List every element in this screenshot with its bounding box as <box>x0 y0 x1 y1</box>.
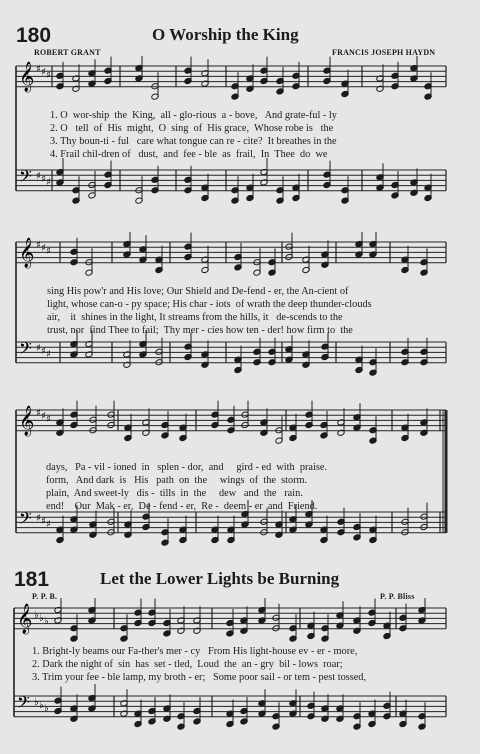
bass-staff <box>16 342 446 363</box>
treble-clef-icon: 𝄞 <box>17 604 33 634</box>
music-credit: P. P. Bliss <box>380 592 415 601</box>
hymn-title: Let the Lower Lights be Burning <box>100 569 340 588</box>
lyric-line: 1. O wor-ship the King, all - glo-rious a - bove, And grate-ful - ly <box>50 110 337 121</box>
lyric-line: light, whose can-o - py space; His char - iots of wrath the deep thunder-clouds <box>47 299 372 310</box>
words-credit: P. P. B. <box>32 592 58 601</box>
key-signature-icon: ♯ <box>41 243 46 254</box>
lyric-line: sing His pow'r and His love; Our Shield and De-fend - er, the An-cient of <box>47 286 349 297</box>
key-signature-icon: ♯ <box>46 519 51 530</box>
key-signature-icon: ♯ <box>36 240 41 251</box>
key-signature-icon: ♭ <box>39 613 44 624</box>
lyric-line: air, it shines in the light, It streams from the hills, it de-scends to the <box>47 312 343 323</box>
lyric-line: form, And dark is His path on the wings of the storm. <box>46 475 308 486</box>
key-signature-icon: ♯ <box>36 408 41 419</box>
lyric-line: 3. Thy boun-ti - ful care what tongue can re - cite? It breathes in the <box>50 136 337 147</box>
key-signature-icon: ♯ <box>36 171 41 182</box>
key-signature-icon: ♯ <box>36 343 41 354</box>
key-signature-icon: ♭ <box>44 703 49 714</box>
lyric-line: plain, And sweet-ly dis - tills in the dew and the rain. <box>46 488 303 499</box>
bass-clef-icon: 𝄢 <box>19 166 32 190</box>
music-credit: FRANCIS JOSEPH HAYDN <box>332 48 436 57</box>
lyric-line: 4. Frail chil-dren of dust, and fee - ble as frail, In Thee do we <box>50 149 328 160</box>
key-signature-icon: ♯ <box>41 516 46 527</box>
treble-clef-icon: 𝄞 <box>19 406 35 436</box>
lyric-line: 1. Bright-ly beams our Fa-ther's mer - cy From His light-house ev - er - more, <box>32 646 358 657</box>
lyric-line: 3. Trim your fee - ble lamp, my broth - er; Some poor sail - or tem - pest tossed, <box>32 672 367 683</box>
words-credit: ROBERT GRANT <box>34 48 101 57</box>
key-signature-icon: ♯ <box>36 513 41 524</box>
key-signature-icon: ♯ <box>41 174 46 185</box>
treble-staff <box>16 242 446 263</box>
key-signature-icon: ♯ <box>41 411 46 422</box>
lyric-line: end! Our Mak - er, De - fend - er, Re - deem - er and Friend. <box>46 501 318 512</box>
treble-clef-icon: 𝄞 <box>19 238 35 268</box>
treble-staff <box>16 66 446 87</box>
lyric-line: days, Pa - vil - ioned in splen - dor, and gird - ed with praise. <box>46 462 327 473</box>
hymn-title: O Worship the King <box>152 25 299 44</box>
hymn-number: 180 <box>16 24 52 47</box>
key-signature-icon: ♯ <box>36 64 41 75</box>
lyric-line: 2. Dark the night of sin has set - tled, Loud the an - gry bil - lows roar; <box>32 659 343 670</box>
key-signature-icon: ♯ <box>46 70 51 81</box>
key-signature-icon: ♯ <box>46 414 51 425</box>
hymn-number: 181 <box>14 568 50 591</box>
key-signature-icon: ♯ <box>46 177 51 188</box>
treble-clef-icon: 𝄞 <box>19 62 35 92</box>
key-signature-icon: ♯ <box>46 349 51 360</box>
key-signature-icon: ♯ <box>46 246 51 257</box>
lyric-line: 2. O tell of His might, O sing of His grace, Whose robe is the <box>50 123 334 134</box>
lyric-line: trust, nor find Thee to fail; Thy mer - cies how ten - der! how firm to the <box>47 325 353 336</box>
bass-clef-icon: 𝄢 <box>17 692 30 716</box>
bass-clef-icon: 𝄢 <box>19 338 32 362</box>
key-signature-icon: ♭ <box>34 610 39 621</box>
bass-clef-icon: 𝄢 <box>19 508 32 532</box>
key-signature-icon: ♯ <box>41 67 46 78</box>
key-signature-icon: ♯ <box>41 346 46 357</box>
key-signature-icon: ♭ <box>34 697 39 708</box>
key-signature-icon: ♭ <box>39 700 44 711</box>
key-signature-icon: ♭ <box>44 616 49 627</box>
